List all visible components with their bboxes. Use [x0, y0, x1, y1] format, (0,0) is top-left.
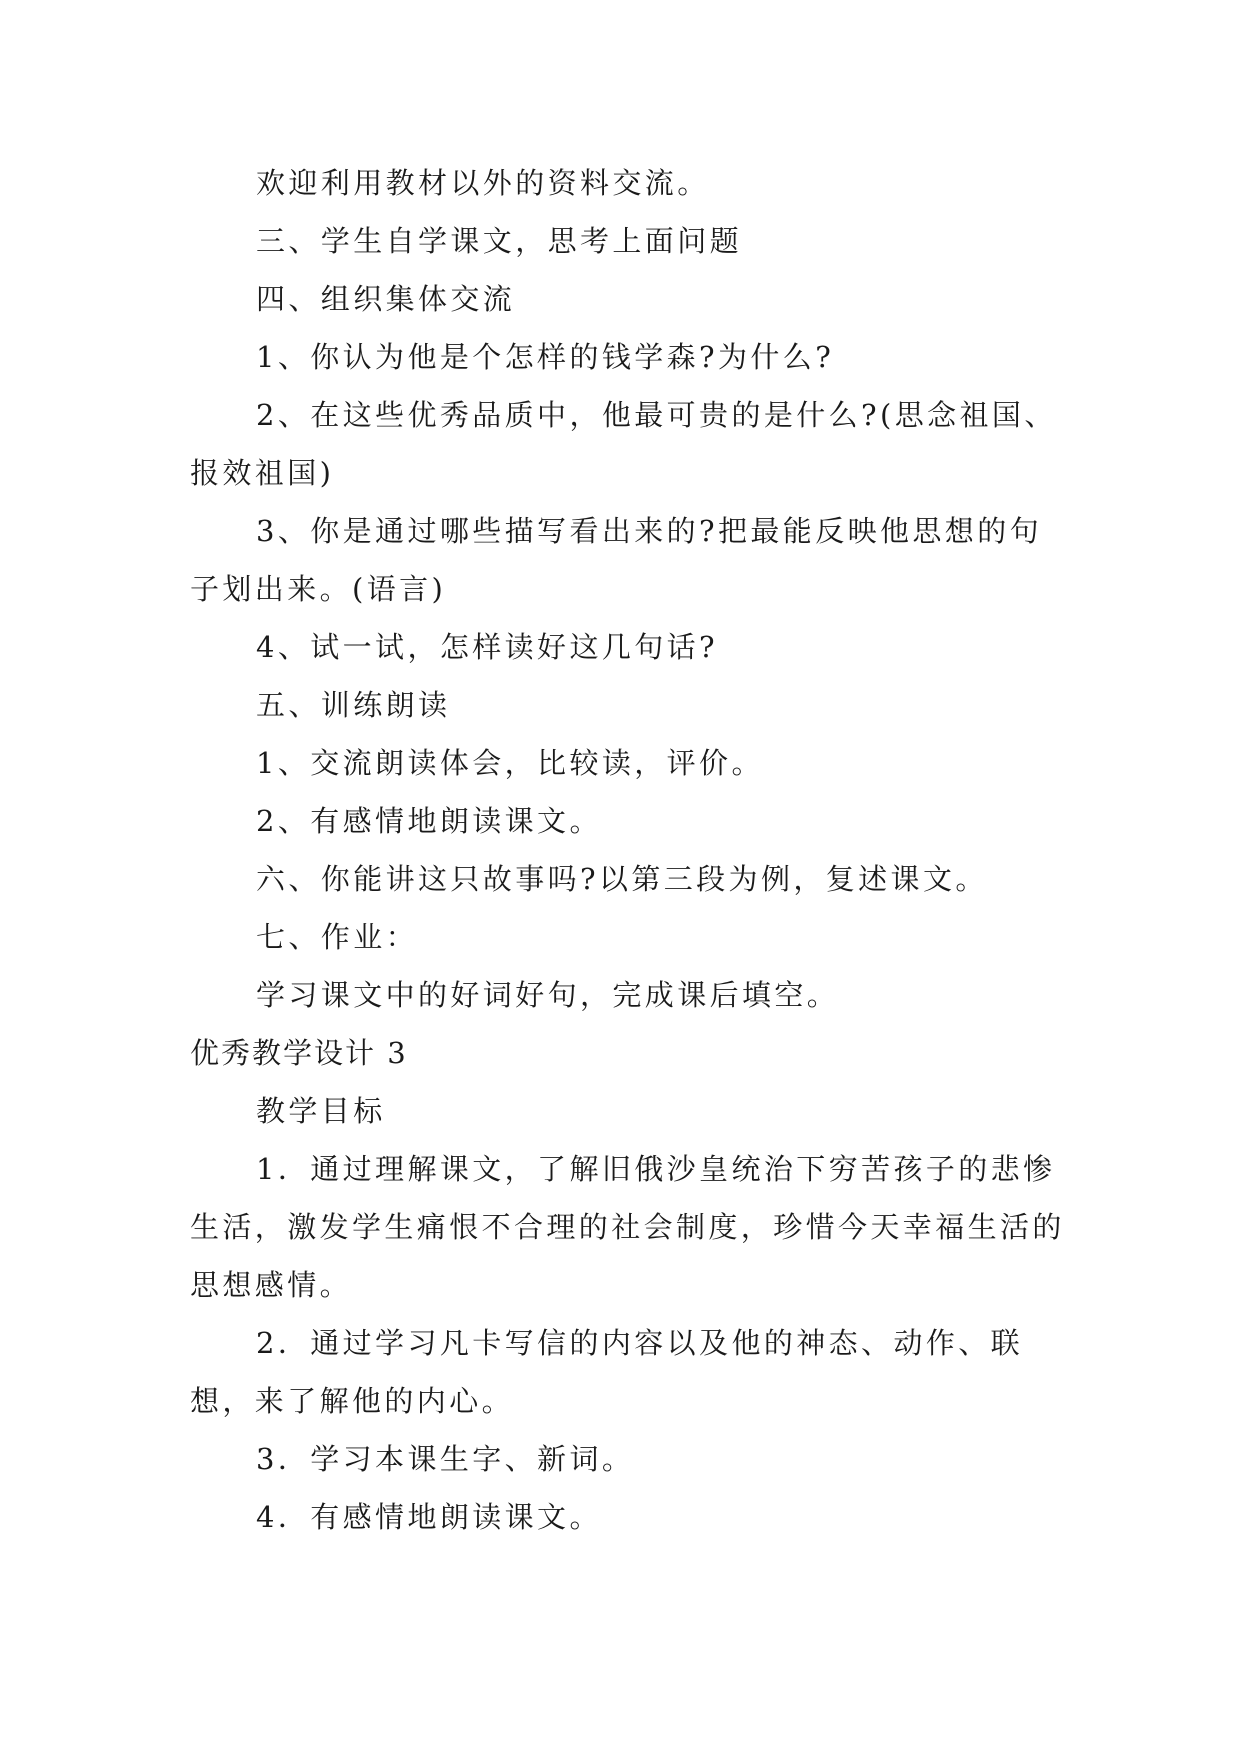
document-title: 优秀教学设计 3: [190, 1036, 408, 1070]
section-heading: 四、组织集体交流: [256, 282, 516, 316]
list-item: 1、你认为他是个怎样的钱学森?为什么?: [256, 340, 835, 374]
list-item: 3．学习本课生字、新词。: [256, 1442, 635, 1476]
document-body: [190, 154, 1070, 1546]
list-item: 2、在这些优秀品质中，他最可贵的是什么?(思念祖国、报效祖国): [190, 398, 1057, 490]
list-item: 2、有感情地朗读课文。: [256, 804, 602, 838]
section-heading: 五、训练朗读: [256, 688, 451, 722]
list-item: 4．有感情地朗读课文。: [256, 1500, 602, 1534]
section-heading: 教学目标: [256, 1094, 386, 1128]
section-heading: 七、作业：: [256, 920, 419, 954]
list-item: 1．通过理解课文，了解旧俄沙皇统治下穷苦孩子的悲惨生活，激发学生痛恨不合理的社会制度，珍惜今天幸福生活的思想感情。: [190, 1152, 1065, 1302]
list-item: 3、你是通过哪些描写看出来的?把最能反映他思想的句子划出来。(语言): [190, 514, 1042, 606]
paragraph: 学习课文中的好词好句，完成课后填空。: [256, 978, 840, 1012]
list-item: 1、交流朗读体会，比较读，评价。: [256, 746, 764, 780]
section-heading: 三、学生自学课文，思考上面问题: [256, 224, 743, 258]
list-item: 2．通过学习凡卡写信的内容以及他的神态、动作、联想，来了解他的内心。: [190, 1326, 1024, 1418]
section-heading: 六、你能讲这只故事吗?以第三段为例，复述课文。: [256, 862, 988, 896]
paragraph: 欢迎利用教材以外的资料交流。: [256, 166, 710, 200]
list-item: 4、试一试，怎样读好这几句话?: [256, 630, 718, 664]
